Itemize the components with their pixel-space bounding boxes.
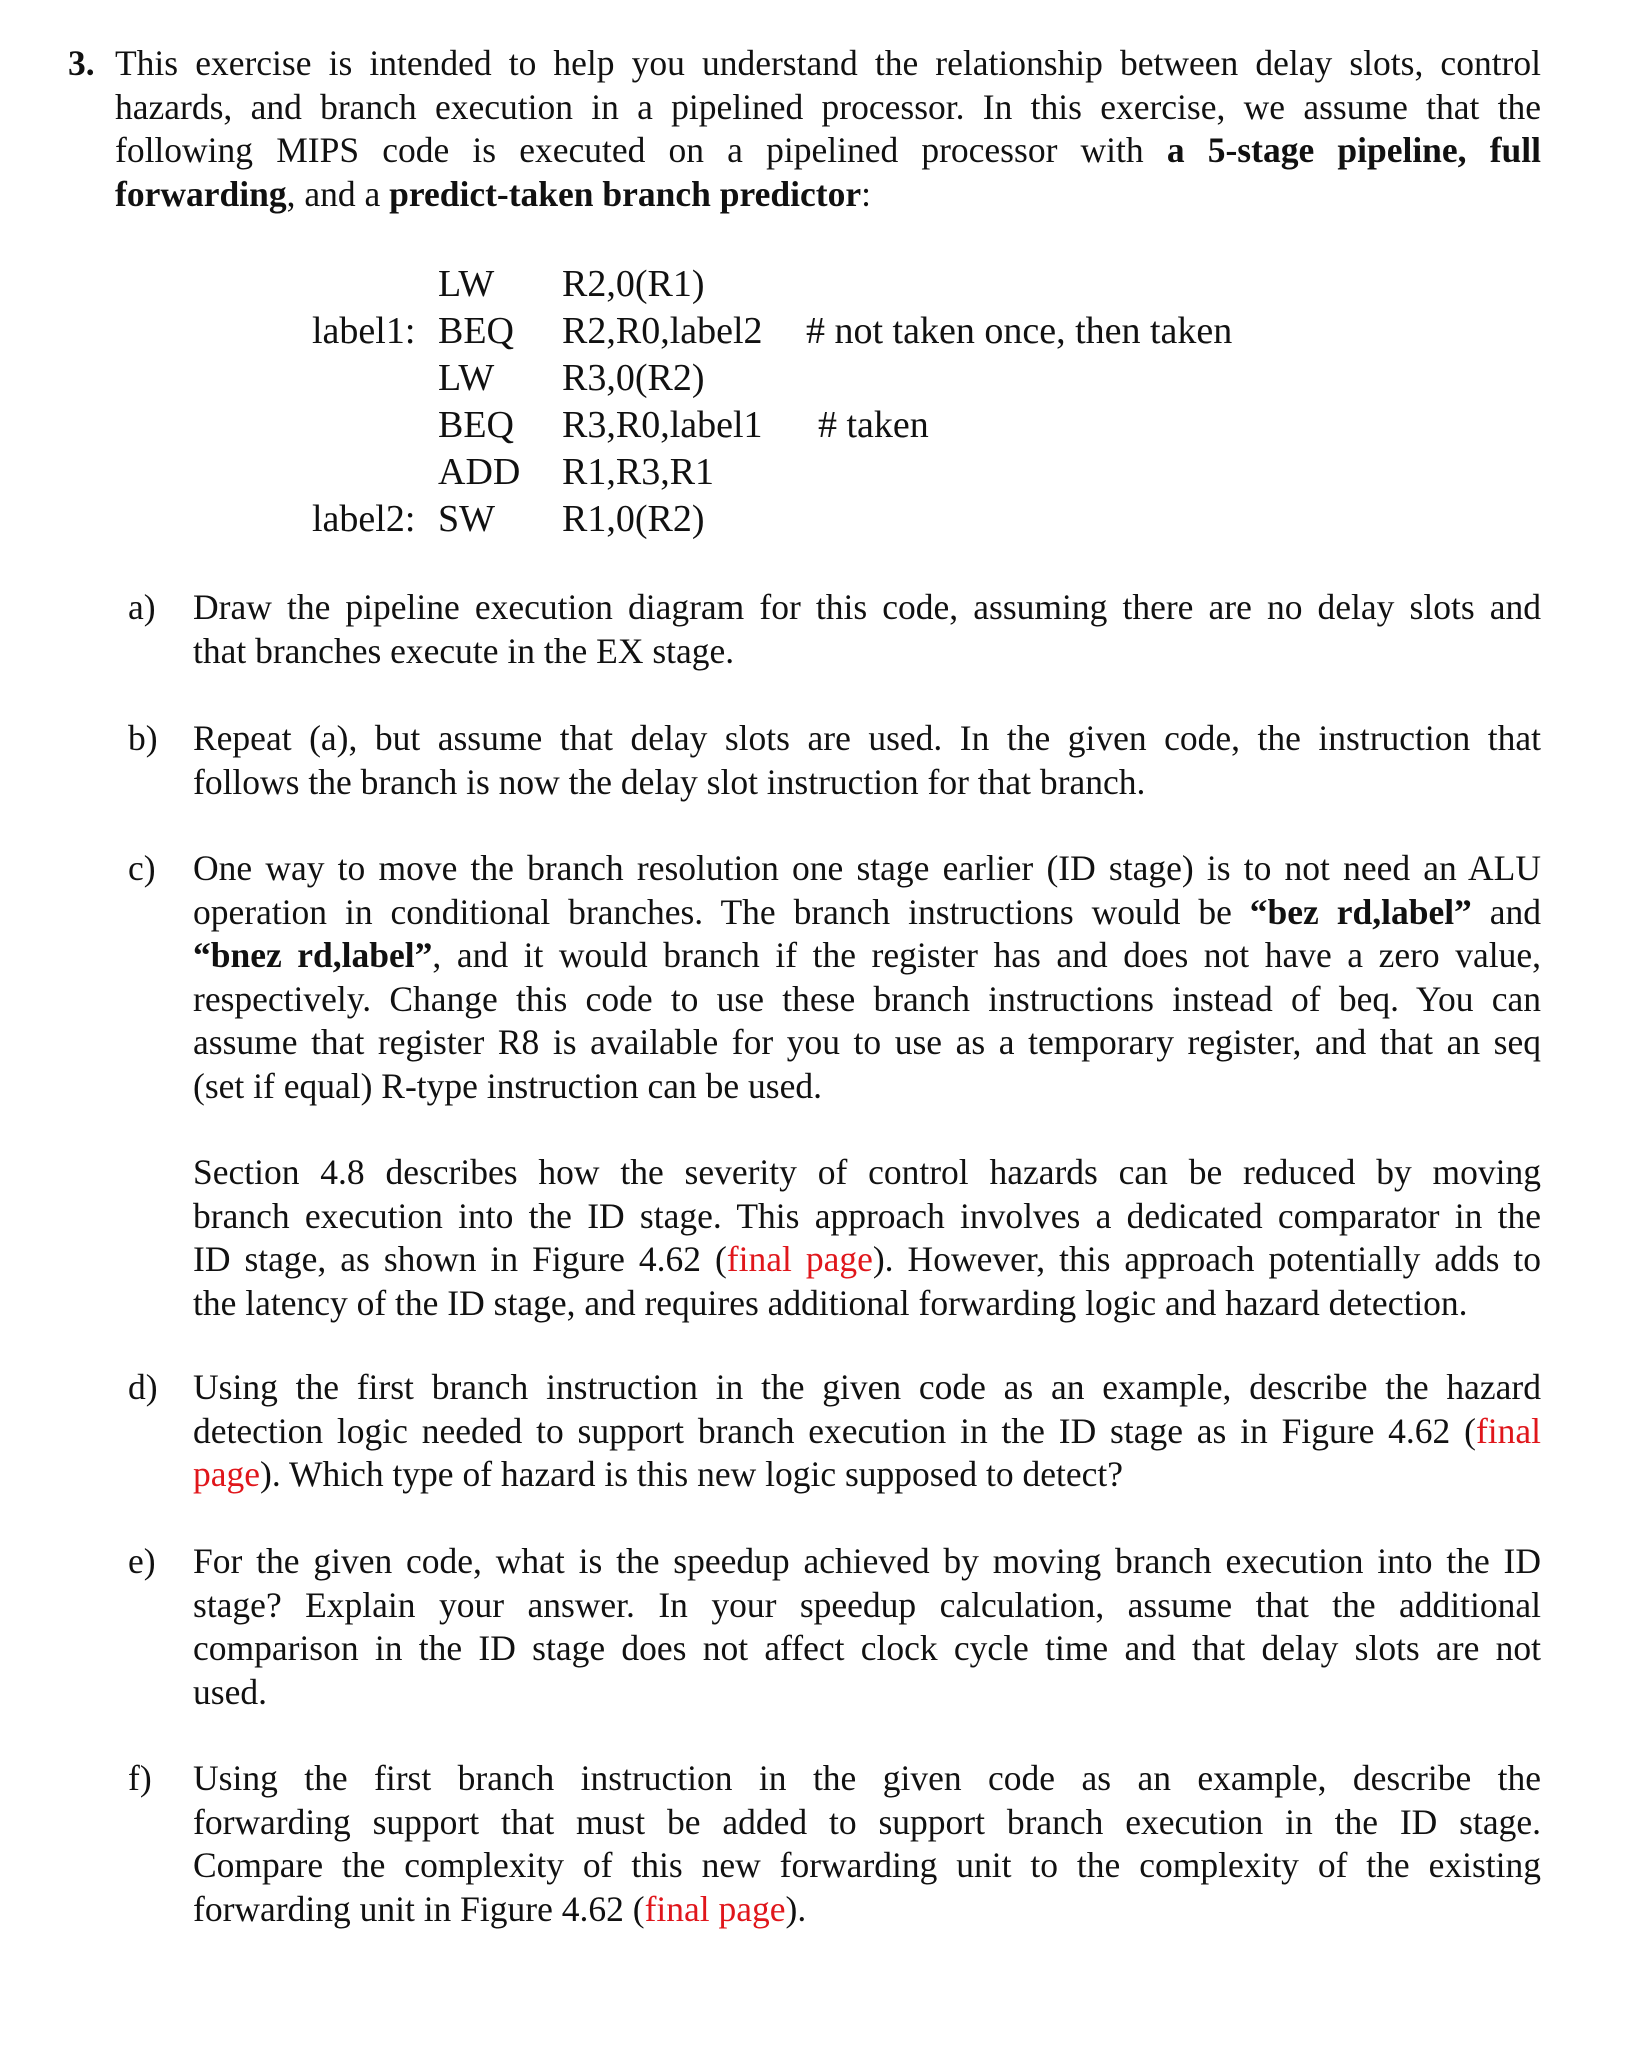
intro-bold-forwarding: forwarding <box>115 173 287 214</box>
code-operands: R3,R0,label1 <box>562 404 763 446</box>
part-e-line: stage? Explain your answer. In your speedup calculation, assume that the additional <box>193 1584 1541 1625</box>
part-d-marker: d) <box>128 1367 158 1407</box>
part-c-line: (set if equal) R-type instruction can be used. <box>193 1065 822 1106</box>
intro-line-4-end: : <box>861 173 871 214</box>
part-a-line: Draw the pipeline execution diagram for this code, assuming there are no delay slots and <box>193 587 1541 627</box>
code-opcode: BEQ <box>438 310 514 352</box>
part-c-text <box>193 847 1541 1108</box>
intro-line-4 <box>115 173 1541 217</box>
part-d-line2-text: detection logic needed to support branch execution in the ID stage as in Figure 4.62 ( <box>193 1410 1476 1451</box>
part-d-line: Using the first branch instruction in the given code as an example, describe the hazard <box>193 1367 1541 1407</box>
part-f-line4-end: ). <box>785 1888 807 1929</box>
intro-line-4-mid: , and a <box>286 173 381 214</box>
part-b-line: follows the branch is now the delay slot instruction for that branch. <box>193 761 1146 802</box>
code-operands: R2,0(R1) <box>562 263 705 305</box>
question-intro <box>115 42 1541 216</box>
code-operands: R3,0(R2) <box>562 357 705 399</box>
part-d-line3-text: ). Which type of hazard is this new logic supposed to detect? <box>260 1454 1123 1494</box>
final-page-link: final page <box>644 1888 786 1929</box>
part-e-line: For the given code, what is the speedup achieved by moving branch execution into the ID <box>193 1541 1541 1581</box>
final-page-link: final page <box>726 1239 873 1279</box>
section-line <box>193 1238 1541 1282</box>
part-e-marker: e) <box>128 1541 156 1581</box>
section-line3-end: ). However, this approach potentially adds to <box>872 1239 1542 1279</box>
part-b-line: Repeat (a), but assume that delay slots are used. In the given code, the instruction that <box>193 718 1541 758</box>
part-d-line <box>193 1453 1541 1497</box>
code-opcode: ADD <box>438 451 521 493</box>
code-opcode: LW <box>438 263 495 305</box>
part-c-line3-text: , and it would branch if the register has and does not have a zero value, <box>432 935 1541 975</box>
section-line: the latency of the ID stage, and requires additional forwarding logic and hazard detection. <box>193 1282 1468 1323</box>
code-comment: # not taken once, then taken <box>806 310 1233 352</box>
part-c-line: respectively. Change this code to use these branch instructions instead of beq. You can <box>193 978 1541 1019</box>
part-b-text <box>193 717 1541 804</box>
section-paragraph <box>193 1151 1541 1325</box>
part-f-line: Compare the complexity of this new forwarding unit to the complexity of the existing <box>193 1845 1541 1885</box>
section-line: branch execution into the ID stage. This approach involves a dedicated comparator in the <box>193 1195 1541 1236</box>
final-page-link: page <box>193 1454 261 1494</box>
code-operands: R1,0(R2) <box>562 498 705 540</box>
part-e-line: used. <box>193 1671 267 1712</box>
code-opcode: SW <box>438 498 495 540</box>
final-page-link: final <box>1475 1410 1541 1451</box>
intro-bold-pipeline: a 5-stage pipeline, full <box>1166 130 1542 170</box>
intro-bold-predictor: predict-taken branch predictor <box>389 173 862 214</box>
code-operands: R1,R3,R1 <box>562 451 715 493</box>
part-a-text <box>193 586 1541 673</box>
part-c-marker: c) <box>128 848 156 888</box>
part-f-line <box>193 1888 1541 1932</box>
part-c-bez-instruction: “bez rd,label” <box>1249 891 1472 932</box>
intro-line-2: hazards, and branch execution in a pipelined processor. In this exercise, we assume that the <box>115 86 1541 127</box>
part-c-line <box>193 891 1541 935</box>
part-e-line: comparison in the ID stage does not affect clock cycle time and that delay slots are not <box>193 1628 1541 1668</box>
intro-line-3 <box>115 129 1541 173</box>
part-b-marker: b) <box>128 718 158 758</box>
part-a-marker: a) <box>128 587 156 627</box>
part-c-line2-text: operation in conditional branches. The branch instructions would be <box>193 891 1232 932</box>
intro-line-3-text: following MIPS code is executed on a pipelined processor with <box>115 130 1144 170</box>
part-c-line: One way to move the branch resolution one stage earlier (ID stage) is to not need an ALU <box>193 848 1541 888</box>
code-opcode: LW <box>438 357 495 399</box>
part-f-line: forwarding support that must be added to support branch execution in the ID stage. <box>193 1801 1541 1842</box>
section-line: Section 4.8 describes how the severity of control hazards can be reduced by moving <box>193 1152 1541 1192</box>
section-line3-text: ID stage, as shown in Figure 4.62 ( <box>193 1239 727 1279</box>
part-a-line: that branches execute in the EX stage. <box>193 630 735 671</box>
code-label: label1: <box>312 310 416 352</box>
part-d-text <box>193 1366 1541 1497</box>
code-opcode: BEQ <box>438 404 514 446</box>
part-c-line: assume that register R8 is available for you to use as a temporary register, and that an seq <box>193 1022 1541 1062</box>
part-c-line2-end: and <box>1489 891 1541 932</box>
part-f-marker: f) <box>128 1758 152 1798</box>
intro-line-1: This exercise is intended to help you understand the relationship between delay slots, control <box>115 43 1541 83</box>
code-label: label2: <box>312 498 416 540</box>
part-d-line <box>193 1410 1541 1454</box>
part-f-text <box>193 1757 1541 1931</box>
part-f-line4-text: forwarding unit in Figure 4.62 ( <box>193 1888 645 1929</box>
part-c-bnez-instruction: “bnez rd,label” <box>193 935 433 975</box>
part-f-line: Using the first branch instruction in the given code as an example, describe the <box>193 1758 1541 1798</box>
code-comment: # taken <box>818 404 929 446</box>
question-number: 3. <box>68 43 95 83</box>
part-c-line <box>193 934 1541 978</box>
code-operands: R2,R0,label2 <box>562 310 763 352</box>
part-e-text <box>193 1540 1541 1714</box>
